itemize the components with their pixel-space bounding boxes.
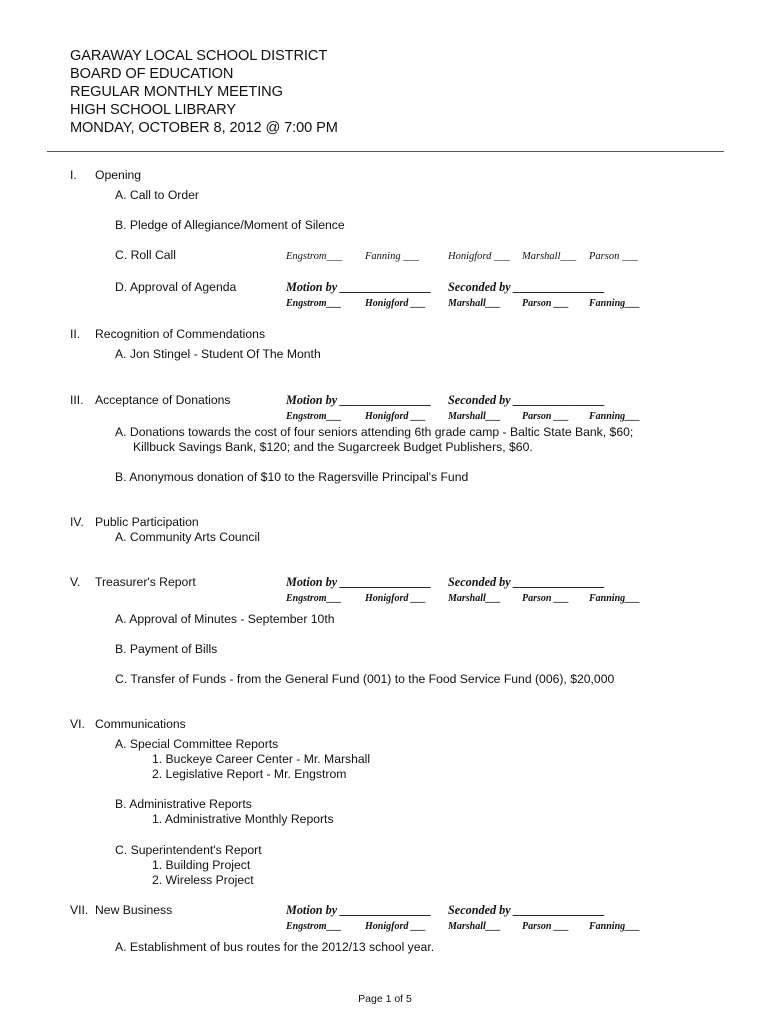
section-title: New Business — [95, 903, 173, 917]
agenda-subitem: 1. Buckeye Career Center - Mr. Marshall — [152, 752, 371, 766]
agenda-subitem: 2. Legislative Report - Mr. Engstrom — [152, 767, 347, 781]
agenda-item: A. Establishment of bus routes for the 2012/13 school year. — [115, 940, 435, 954]
seconded-by: Seconded by _______________ — [448, 280, 606, 294]
meeting-location: HIGH SCHOOL LIBRARY — [70, 102, 236, 118]
section-number: I. — [70, 168, 77, 182]
motion-by: Motion by _______________ — [286, 393, 432, 407]
agenda-item: A. Special Committee Reports — [115, 737, 279, 751]
vote-name: Marshall___ — [448, 411, 501, 422]
vote-name: Marshall___ — [448, 593, 501, 604]
vote-name: Honigford ___ — [365, 921, 426, 932]
vote-name: Engstrom___ — [286, 411, 342, 422]
agenda-item: B. Administrative Reports — [115, 797, 252, 811]
agenda-item: A. Donations towards the cost of four seniors attending 6th grade camp - Baltic State Bank, $60; — [115, 425, 634, 439]
roll-call-name: Marshall___ — [522, 251, 577, 262]
section-title: Treasurer's Report — [95, 575, 196, 589]
roll-call-name: Parson ___ — [589, 251, 638, 262]
vote-name: Engstrom___ — [286, 298, 342, 309]
motion-by: Motion by _______________ — [286, 903, 432, 917]
agenda-item: A. Approval of Minutes - September 10th — [115, 612, 335, 626]
agenda-subitem: 2. Wireless Project — [152, 873, 254, 887]
vote-name: Fanning___ — [589, 921, 641, 932]
section-number: VII. — [70, 903, 89, 917]
roll-call-name: Fanning ___ — [365, 251, 419, 262]
agenda-subitem: 1. Building Project — [152, 858, 251, 872]
vote-name: Parson ___ — [522, 298, 569, 309]
vote-name: Fanning___ — [589, 298, 641, 309]
vote-name: Honigford ___ — [365, 593, 426, 604]
agenda-item: A. Call to Order — [115, 188, 199, 202]
section-number: VI. — [70, 717, 85, 731]
seconded-by: Seconded by _______________ — [448, 393, 606, 407]
vote-name: Marshall___ — [448, 298, 501, 309]
meeting-type: REGULAR MONTHLY MEETING — [70, 84, 283, 100]
vote-name: Fanning___ — [589, 593, 641, 604]
roll-call-name: Honigford ___ — [448, 251, 510, 262]
agenda-subitem: 1. Administrative Monthly Reports — [152, 812, 334, 826]
section-title: Public Participation — [95, 515, 199, 529]
agenda-item: B. Payment of Bills — [115, 642, 218, 656]
agenda-item: B. Anonymous donation of $10 to the Ragersville Principal's Fund — [115, 470, 469, 484]
agenda-item: C. Superintendent's Report — [115, 843, 262, 857]
section-number: III. — [70, 393, 84, 407]
section-title: Communications — [95, 717, 186, 731]
vote-name: Marshall___ — [448, 921, 501, 932]
agenda-item: B. Pledge of Allegiance/Moment of Silence — [115, 218, 345, 232]
vote-name: Parson ___ — [522, 921, 569, 932]
vote-name: Engstrom___ — [286, 921, 342, 932]
agenda-item: C. Transfer of Funds - from the General Fund (001) to the Food Service Fund (006), $20,000 — [115, 672, 615, 686]
vote-name: Fanning___ — [589, 411, 641, 422]
agenda-item: D. Approval of Agenda — [115, 280, 237, 294]
board-name: BOARD OF EDUCATION — [70, 66, 234, 82]
district-name: GARAWAY LOCAL SCHOOL DISTRICT — [70, 48, 328, 64]
vote-name: Parson ___ — [522, 593, 569, 604]
seconded-by: Seconded by _______________ — [448, 903, 606, 917]
section-number: IV. — [70, 515, 84, 529]
agenda-item-continued: Killbuck Savings Bank, $120; and the Sugarcreek Budget Publishers, $60. — [133, 440, 533, 454]
section-title: Opening — [95, 168, 142, 182]
section-title: Recognition of Commendations — [95, 327, 266, 341]
section-title: Acceptance of Donations — [95, 393, 231, 407]
page-number: Page 1 of 5 — [358, 993, 412, 1005]
motion-by: Motion by _______________ — [286, 575, 432, 589]
vote-name: Honigford ___ — [365, 298, 426, 309]
vote-name: Parson ___ — [522, 411, 569, 422]
seconded-by: Seconded by _______________ — [448, 575, 606, 589]
section-number: V. — [70, 575, 81, 589]
vote-name: Engstrom___ — [286, 593, 342, 604]
header-divider — [47, 151, 724, 152]
agenda-item: C. Roll Call — [115, 248, 176, 262]
motion-by: Motion by _______________ — [286, 280, 432, 294]
agenda-item: A. Community Arts Council — [115, 530, 260, 544]
agenda-item: A. Jon Stingel - Student Of The Month — [115, 347, 321, 361]
meeting-date: MONDAY, OCTOBER 8, 2012 @ 7:00 PM — [70, 120, 338, 136]
roll-call-name: Engstrom___ — [286, 251, 343, 262]
section-number: II. — [70, 327, 81, 341]
vote-name: Honigford ___ — [365, 411, 426, 422]
